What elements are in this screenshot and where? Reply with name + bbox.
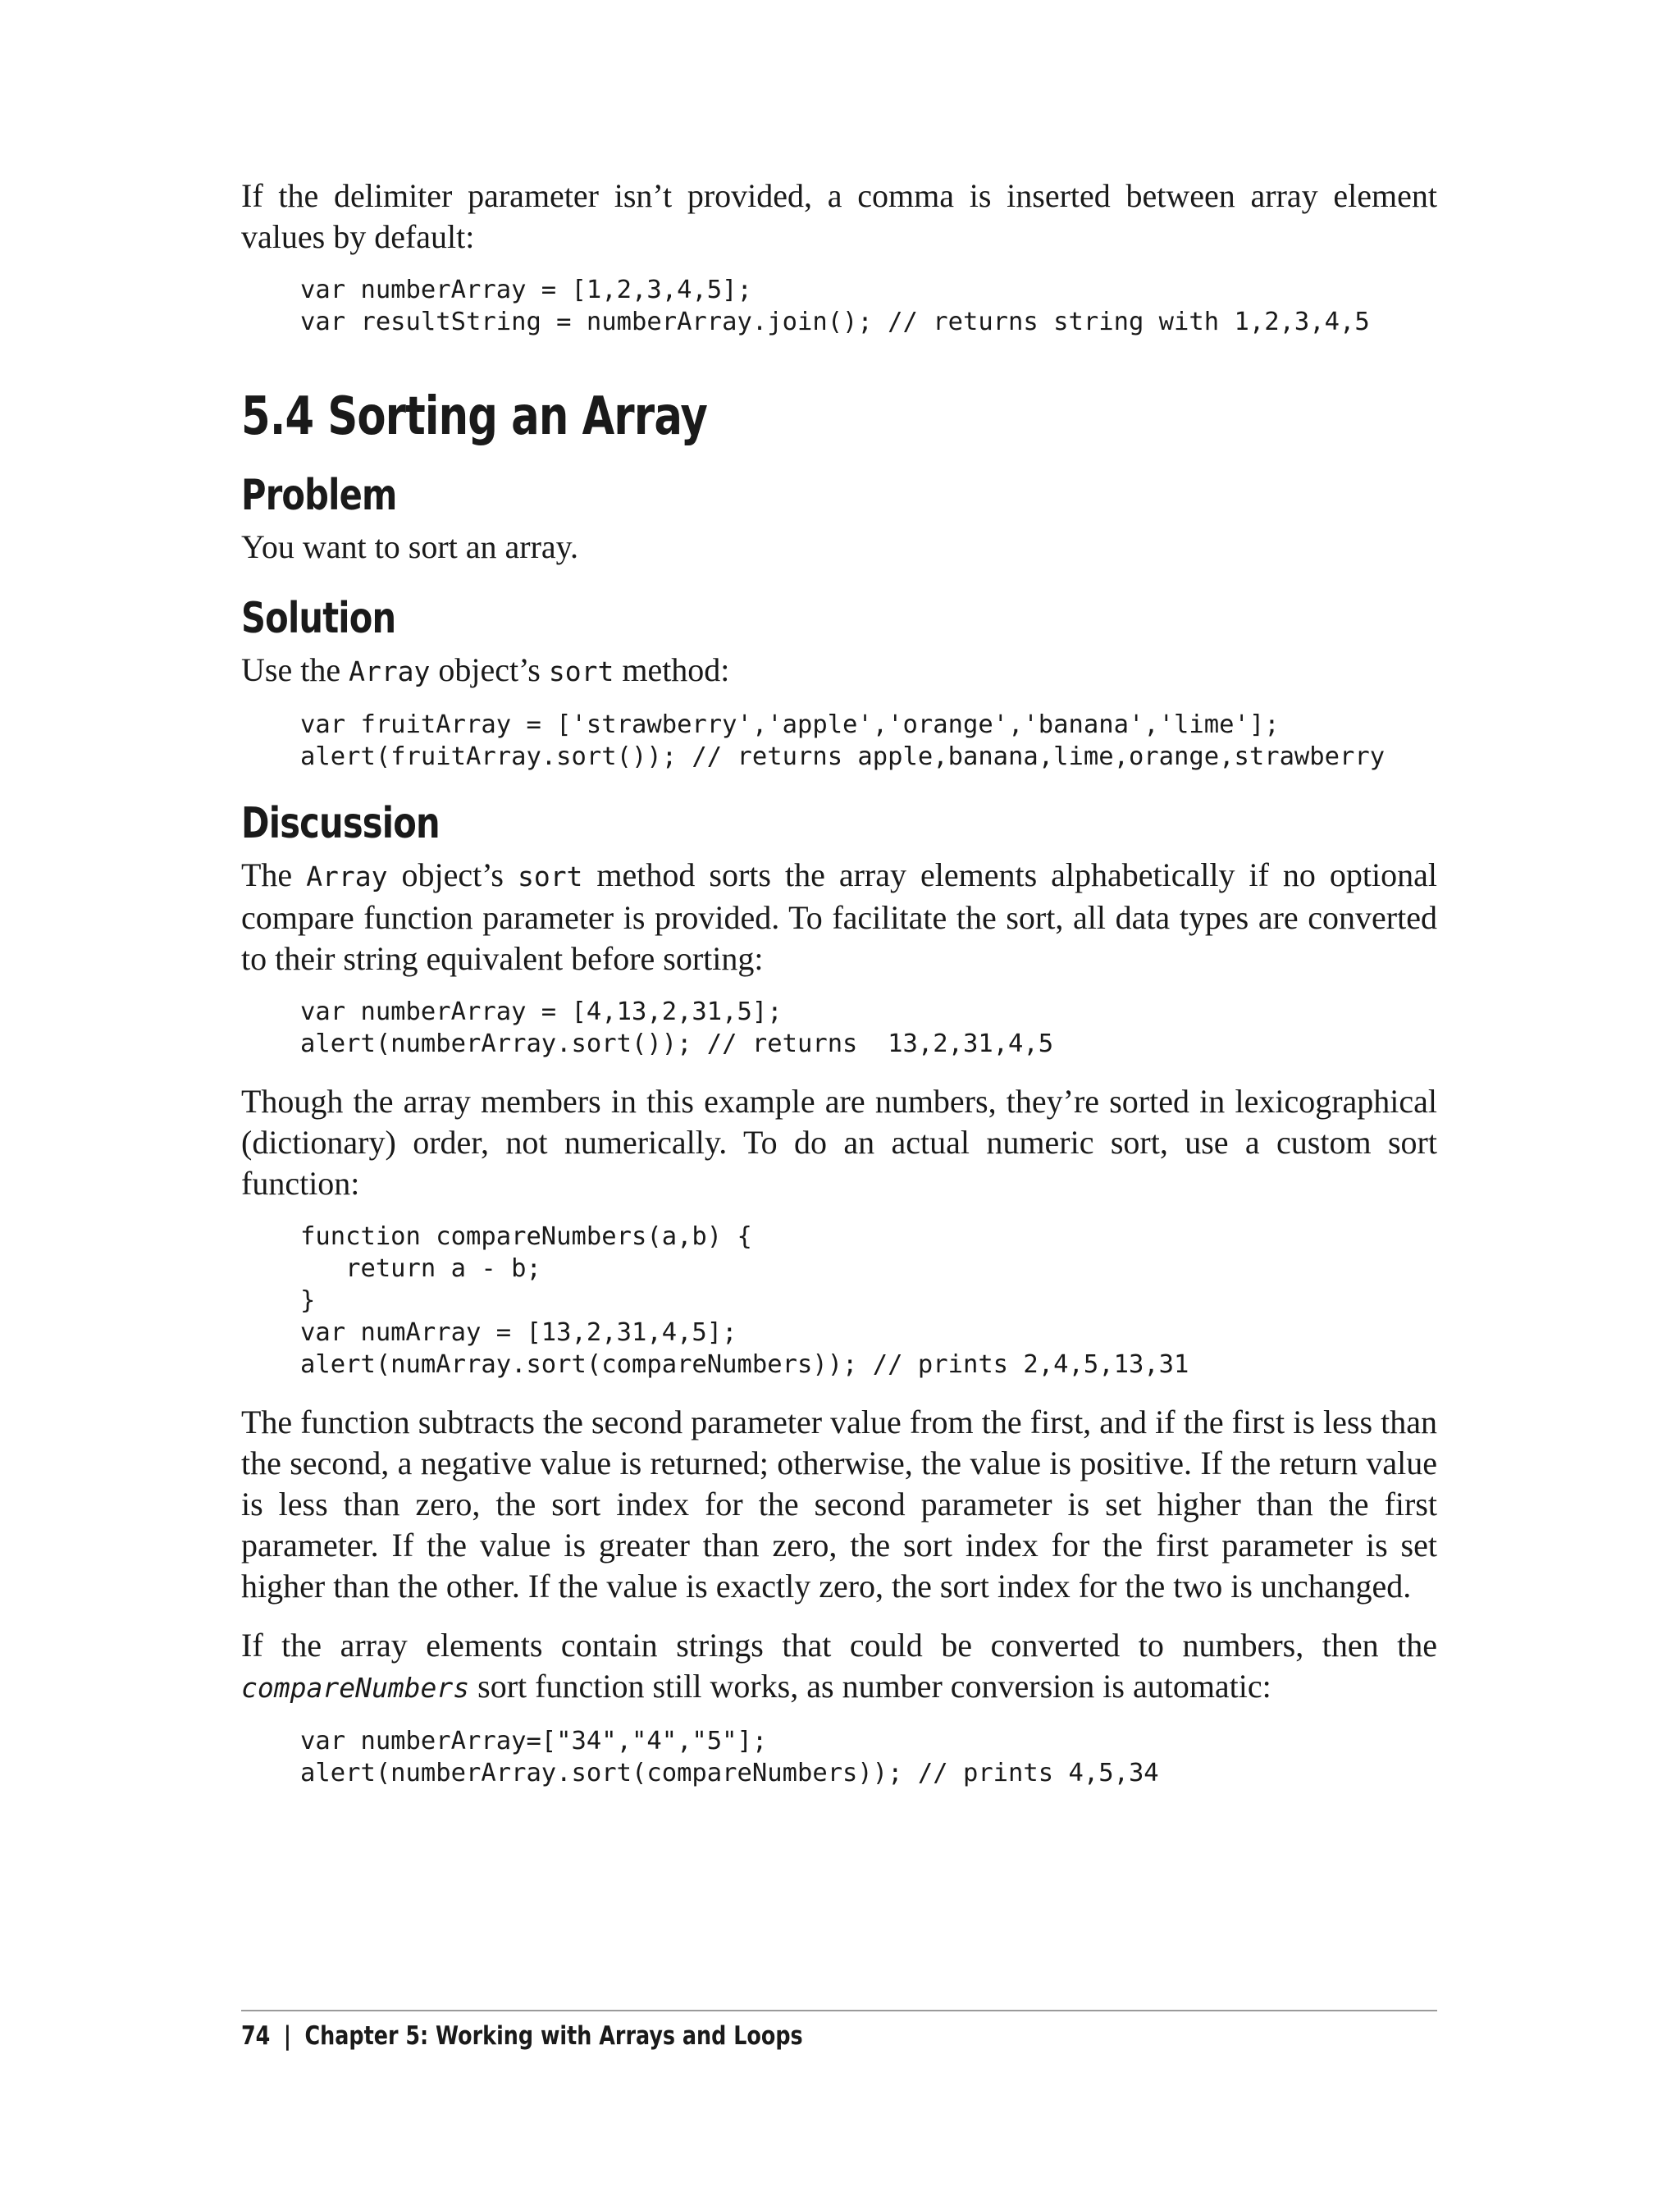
solution-heading: Solution	[241, 594, 396, 643]
page-number: 74	[241, 2021, 271, 2051]
footer-separator: |	[283, 2021, 292, 2051]
code-block-compare-numbers: function compareNumbers(a,b) { return a - b; } var numArray = [13,2,31,4,5]; alert(numArray.sort(compareNumbers)); // prints 2,4,5,13,31	[300, 1222, 1189, 1379]
footer-divider	[241, 2010, 1437, 2011]
intro-paragraph: If the delimiter parameter isn’t provided, a comma is inserted between array element values by default:	[241, 177, 1437, 255]
discussion-paragraph-4: If the array elements contain strings that could be converted to numbers, then the compareNumbers sort function still works, as number conversion is automatic:	[241, 1627, 1437, 1705]
chapter-title: Chapter 5: Working with Arrays and Loops	[304, 2021, 803, 2051]
code-block-fruit-sort: var fruitArray = ['strawberry','apple','orange','banana','lime']; alert(fruitArray.sort()); // returns apple,banana,lime,orange,strawberry	[300, 710, 1386, 771]
discussion-paragraph-1: The Array object’s sort method sorts the array elements alphabetically if no optional compare function parameter is provided. To facilitate the sort, all data types are converted to their string equivalent before sorting:	[241, 856, 1438, 977]
discussion-paragraph-3: The function subtracts the second parameter value from the first, and if the first is less than the second, a negative value is returned; otherwise, the value is positive. If the return value is less than zero, the sort index for the second parameter is set higher than the first parameter. If the value is greater than zero, the sort index for the first parameter is set higher than the other. If the value is exactly zero, the sort index for the two is unchanged.	[241, 1404, 1437, 1605]
page-content	[241, 176, 1437, 1789]
inline-code-array: Array	[306, 861, 388, 892]
section-title: 5.4 Sorting an Array	[241, 386, 708, 447]
page-footer	[241, 2020, 803, 2052]
inline-code-sort: sort	[517, 861, 583, 892]
problem-text: You want to sort an array.	[241, 528, 579, 565]
code-block-join: var numberArray = [1,2,3,4,5]; var resultString = numberArray.join(); // returns string with 1,2,3,4,5	[300, 276, 1370, 336]
problem-heading: Problem	[241, 471, 397, 520]
inline-code-compare-numbers: compareNumbers	[241, 1672, 470, 1704]
code-block-string-sort: var numberArray=["34","4","5"]; alert(numberArray.sort(compareNumbers)); // prints 4,5,34	[300, 1727, 1159, 1787]
inline-code-sort: sort	[548, 655, 614, 687]
discussion-heading: Discussion	[241, 799, 440, 848]
inline-code-array: Array	[349, 655, 431, 687]
code-block-number-sort: var numberArray = [4,13,2,31,5]; alert(numberArray.sort()); // returns 13,2,31,4,5	[300, 998, 1054, 1058]
solution-text: Use the Array object’s sort method:	[241, 651, 730, 688]
discussion-paragraph-2: Though the array members in this example are numbers, they’re sorted in lexicographical (dictionary) order, not numerically. To do an actual numeric sort, use a custom sort function:	[241, 1083, 1437, 1202]
